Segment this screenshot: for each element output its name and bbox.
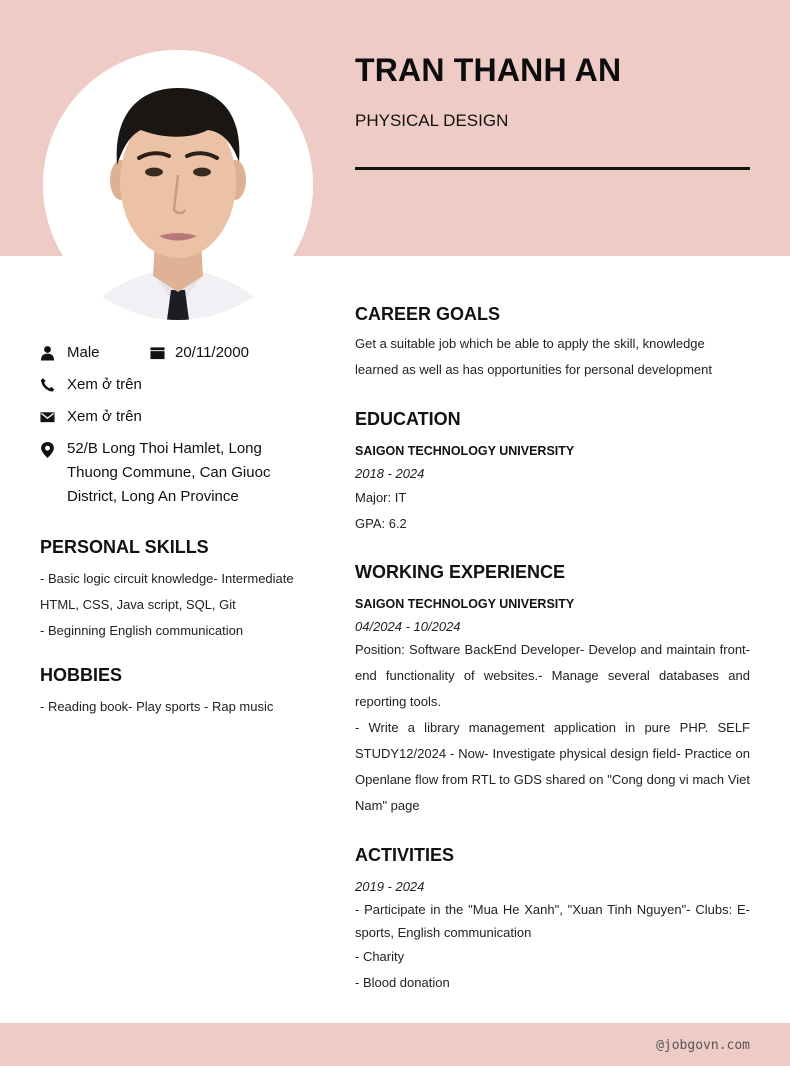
experience-description: Position: Software BackEnd Developer- Develop and maintain front-end functionality of websites.- Manage several databases and reporting tools. [355,642,750,709]
activities-period: 2019 - 2024 [355,879,425,894]
candidate-name: TRAN THANH AN [355,52,622,88]
skill-item: - Basic logic circuit knowledge- Intermediate HTML, CSS, Java script, SQL, Git [40,571,294,612]
header-divider [355,167,750,170]
experience-heading: WORKING EXPERIENCE [355,562,566,582]
phone-icon [40,377,55,393]
gender-value: Male [67,344,100,361]
experience-company: SAIGON TECHNOLOGY UNIVERSITY [355,597,575,611]
job-title: PHYSICAL DESIGN [355,111,509,130]
activity-item: - Charity [355,949,405,964]
mail-icon [40,409,55,425]
hobbies-heading: HOBBIES [40,665,123,685]
activity-item: - Participate in the "Mua He Xanh", "Xuan Tinh Nguyen"- Clubs: E-sports, English communication [355,902,750,940]
experience-period: 04/2024 - 10/2024 [355,619,461,634]
contact-email [40,405,300,429]
experience-description: - Write a library management application in pure PHP. SELF STUDY12/2024 - Now- Investigate physical design field- Practice on Openlane flow from RTL to GDS shared on "Cong dong vi mach Viet Nam" page [355,720,750,813]
person-icon [40,345,55,361]
contact-phone [40,373,300,397]
personal-skills-heading: PERSONAL SKILLS [40,537,209,557]
location-pin-icon [40,441,55,459]
education-gpa: GPA: 6.2 [355,516,407,531]
phone-value[interactable]: Xem ở trên [67,376,142,393]
contact-birthdate [150,341,310,365]
education-school: SAIGON TECHNOLOGY UNIVERSITY [355,444,575,458]
contact-gender [40,341,150,365]
watermark: @jobgovn.com [656,1038,750,1053]
career-goals-text: Get a suitable job which be able to apply the skill, knowledge learned as well as has opportunities for personal development [355,336,712,377]
career-goals-heading: CAREER GOALS [355,304,501,324]
email-value[interactable]: Xem ở trên [67,408,142,425]
contact-address [40,437,310,509]
profile-photo-illustration [43,50,313,320]
education-heading: EDUCATION [355,409,461,429]
activity-item: - Blood donation [355,975,450,990]
birthdate-value: 20/11/2000 [175,344,249,361]
activities-heading: ACTIVITIES [355,845,455,865]
skill-item: - Beginning English communication [40,623,244,638]
address-value: 52/B Long Thoi Hamlet, Long Thuong Commune, Can Giuoc District, Long An Province [67,440,271,505]
education-period: 2018 - 2024 [355,466,425,481]
education-major: Major: IT [355,490,407,505]
profile-photo [43,50,313,320]
hobbies-text: - Reading book- Play sports - Rap music [40,699,274,714]
calendar-icon [150,345,165,361]
